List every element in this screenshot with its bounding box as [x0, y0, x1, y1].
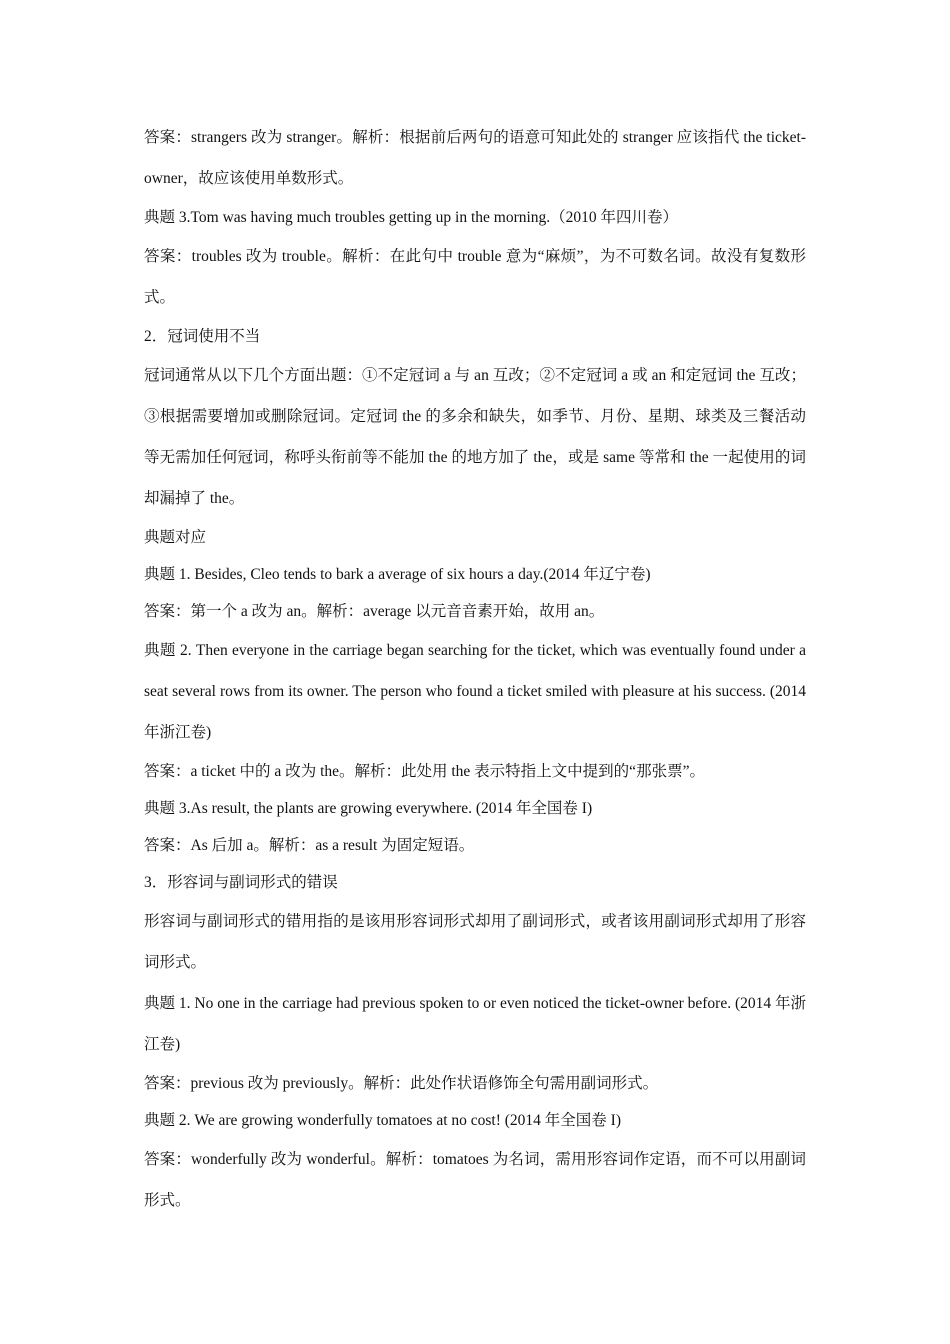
- question-paragraph: 典题 2. We are growing wonderfully tomatoes at no cost! (2014 年全国卷 I): [144, 1112, 621, 1129]
- section-heading: 2．冠词使用不当: [144, 328, 261, 345]
- question-paragraph: 典题 2. Then everyone in the carriage began searching for the ticket, which was eventually found under a seat several rows from its owner. The person who found a ticket smiled with pleasure at his success. (2014 年浙江卷): [144, 642, 806, 741]
- answer-paragraph: 答案：a ticket 中的 a 改为 the。解析：此处用 the 表示特指上文中提到的“那张票”。: [144, 763, 705, 780]
- answer-paragraph: 答案：previous 改为 previously。解析：此处作状语修饰全句需用副词形式。: [144, 1075, 659, 1092]
- section-heading: 3．形容词与副词形式的错误: [144, 874, 338, 891]
- answer-paragraph: 答案：troubles 改为 trouble。解析：在此句中 trouble 意为“麻烦”，为不可数名词。故没有复数形式。: [144, 248, 806, 306]
- answer-paragraph: 答案：As 后加 a。解析：as a result 为固定短语。: [144, 837, 475, 854]
- question-paragraph: 典题 1. No one in the carriage had previous spoken to or even noticed the ticket-owner before. (2014 年浙江卷): [144, 995, 806, 1053]
- body-paragraph: 形容词与副词形式的错用指的是该用形容词形式却用了副词形式，或者该用副词形式却用了形容词形式。: [144, 913, 806, 971]
- document-body: [144, 117, 806, 1221]
- subsection-heading: 典题对应: [144, 529, 207, 546]
- question-paragraph: 典题 3.Tom was having much troubles getting up in the morning.（2010 年四川卷）: [144, 209, 679, 226]
- answer-paragraph: 答案：strangers 改为 stranger。解析：根据前后两句的语意可知此处的 stranger 应该指代 the ticket-owner，故应该使用单数形式。: [144, 129, 806, 187]
- question-paragraph: 典题 1. Besides, Cleo tends to bark a average of six hours a day.(2014 年辽宁卷): [144, 566, 651, 583]
- question-paragraph: 典题 3.As result, the plants are growing everywhere. (2014 年全国卷 I): [144, 800, 593, 817]
- answer-paragraph: 答案：wonderfully 改为 wonderful。解析：tomatoes 为名词，需用形容词作定语，而不可以用副词形式。: [144, 1151, 806, 1209]
- answer-paragraph: 答案：第一个 a 改为 an。解析：average 以元音音素开始，故用 an。: [144, 603, 605, 620]
- body-paragraph: 冠词通常从以下几个方面出题：①不定冠词 a 与 an 互改；②不定冠词 a 或 an 和定冠词 the 互改；③根据需要增加或删除冠词。定冠词 the 的多余和缺失，如季节、月份、星期、球类及三餐活动等无需加任何冠词，称呼头衔前等不能加 the 的地方加了 the，或是 same 等常和 the 一起使用的词却漏掉了 the。: [144, 367, 806, 507]
